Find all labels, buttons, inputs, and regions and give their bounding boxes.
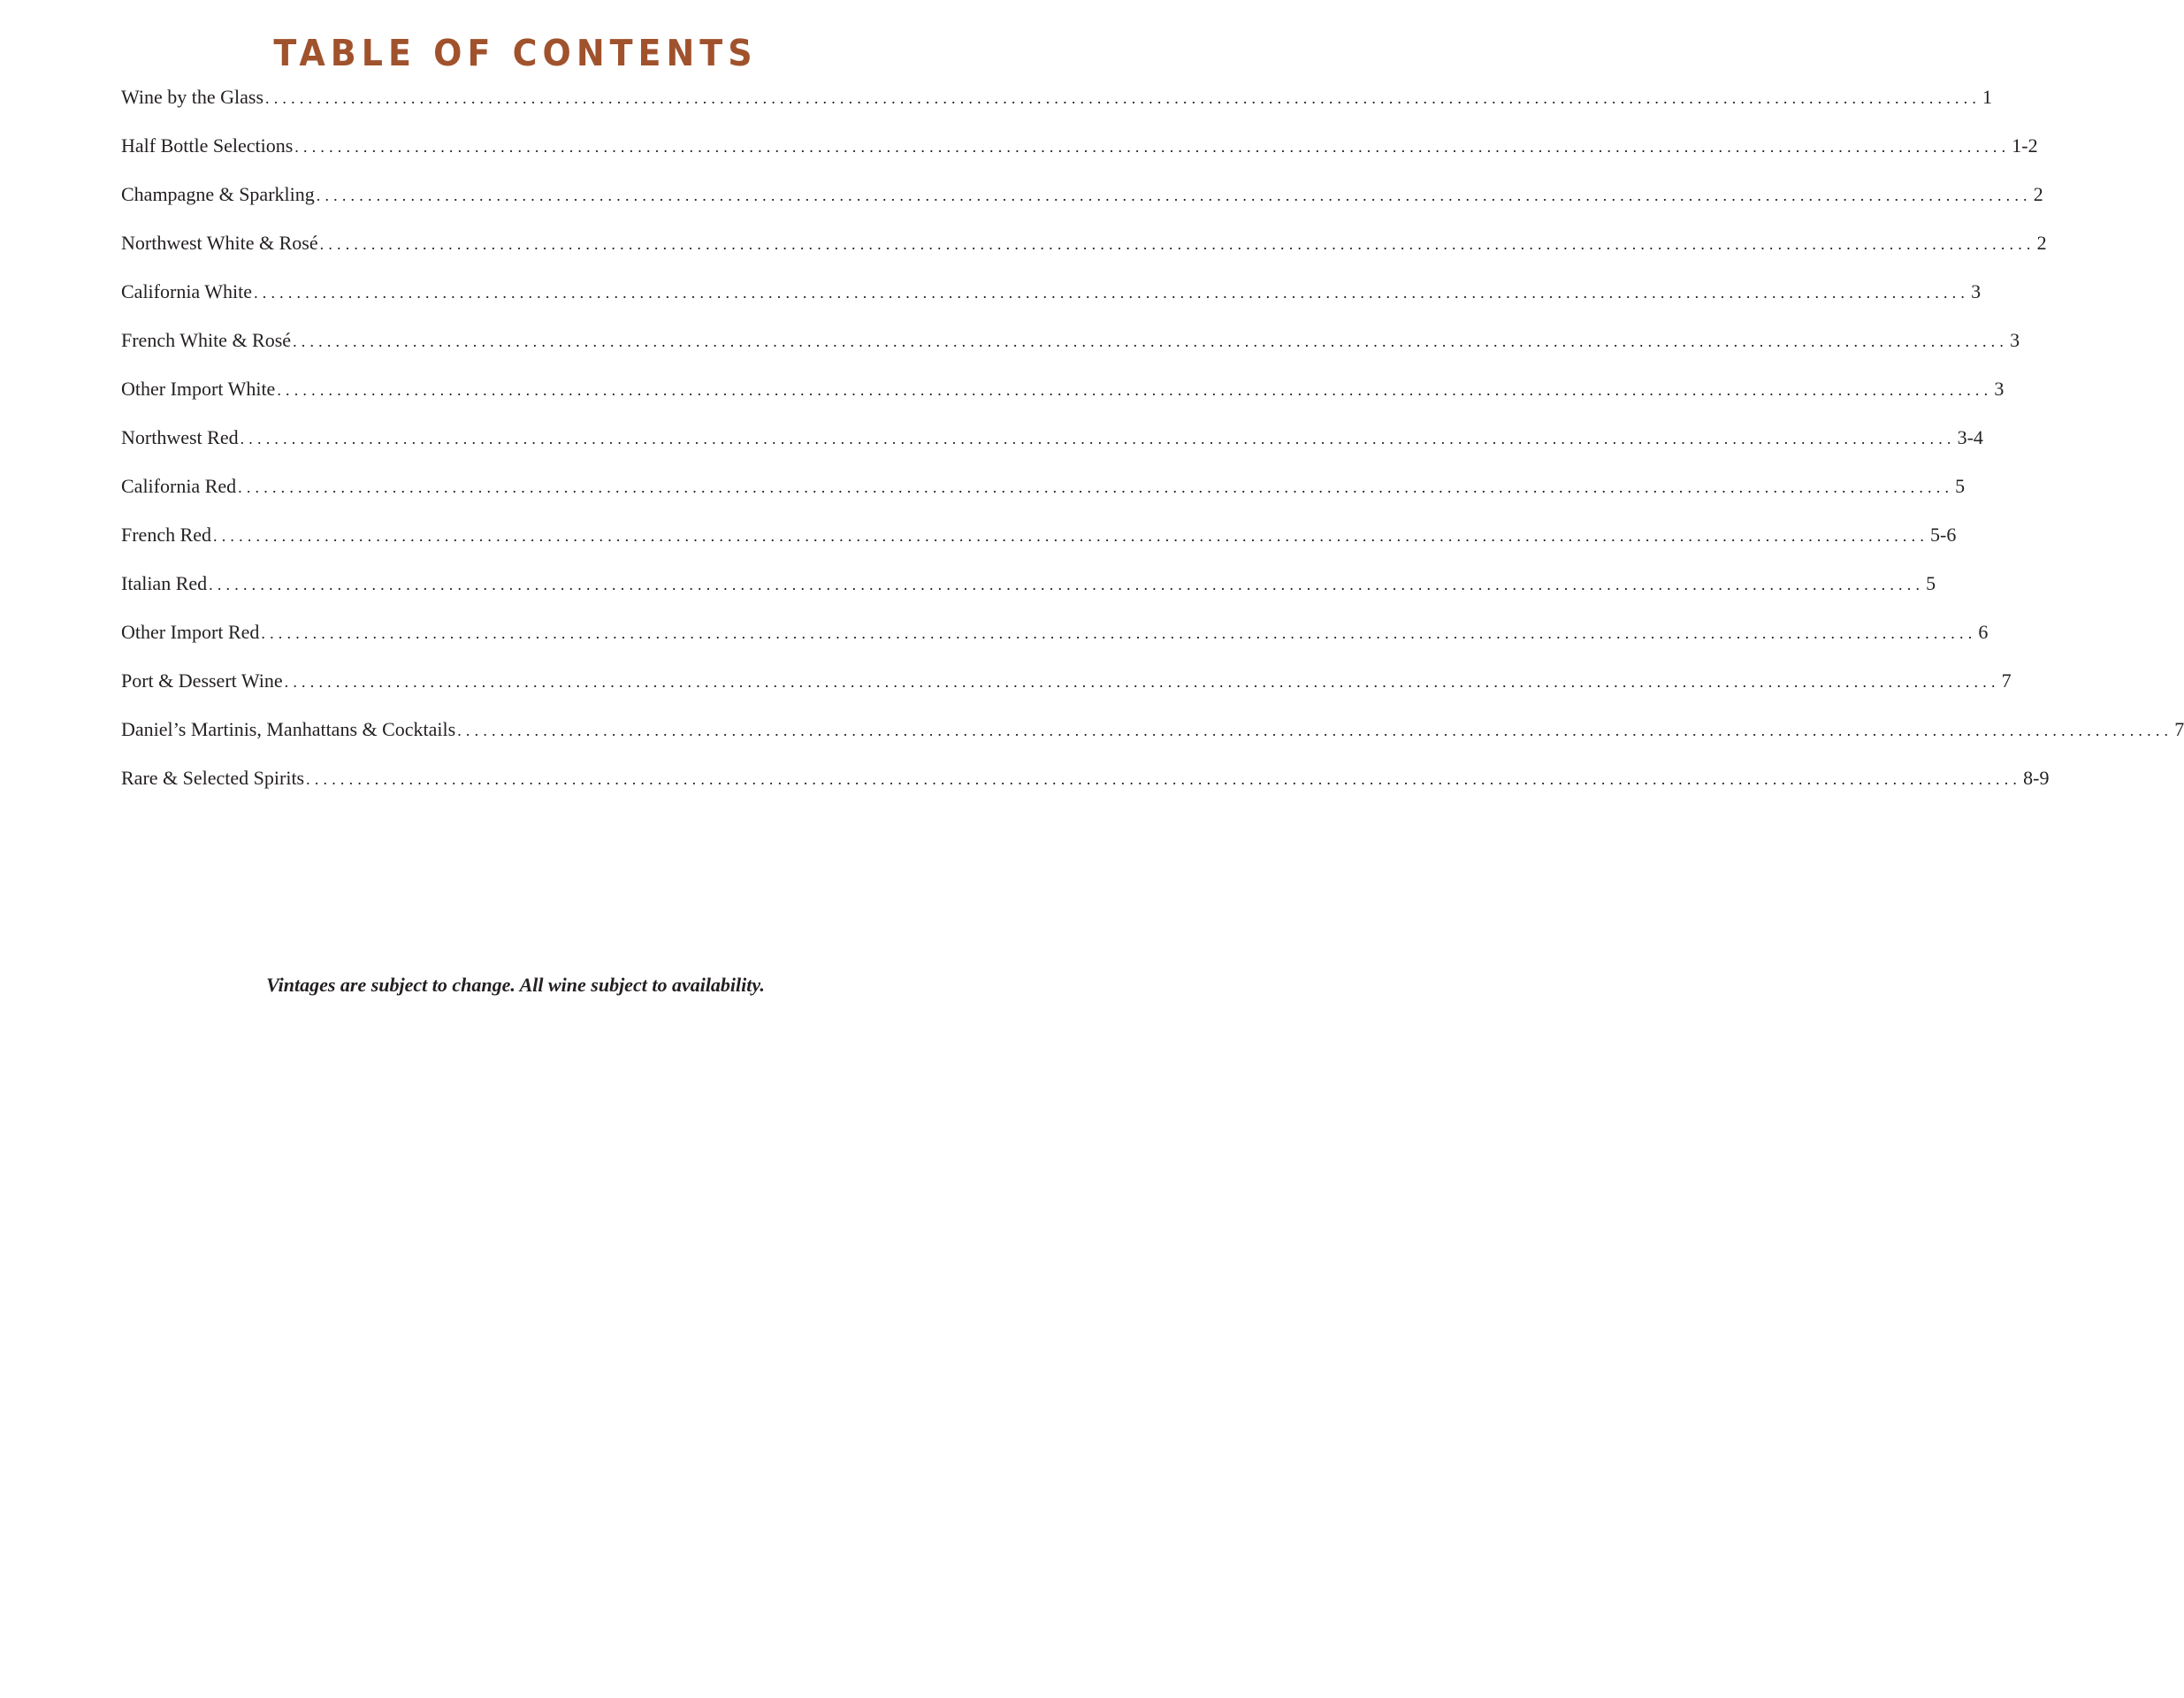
toc-entry-page-number: 5 — [1926, 572, 1936, 594]
toc-list — [121, 86, 2184, 815]
toc-entry-label: Port & Dessert Wine — [121, 669, 283, 692]
toc-entry[interactable] — [121, 621, 1989, 669]
dot-leader: ........................................................................................................................................................................................................ — [457, 722, 2173, 739]
toc-entry-label: Northwest White & Rosé — [121, 232, 318, 254]
toc-entry-page-number: 6 — [1978, 621, 1989, 643]
toc-entry-label: Wine by the Glass — [121, 86, 264, 108]
toc-entry-page-number: 3 — [2010, 329, 2020, 351]
toc-entry-label: Rare & Selected Spirits — [121, 767, 305, 789]
toc-entry[interactable] — [121, 572, 1936, 621]
dot-leader: ........................................................................................................................................................................................................ — [294, 138, 2011, 156]
toc-entry-label: Northwest Red — [121, 426, 239, 448]
toc-entry-page-number: 7 — [2174, 718, 2184, 740]
toc-entry[interactable] — [121, 475, 1966, 524]
toc-entry-page-number: 2 — [2033, 183, 2043, 205]
toc-entry-page-number: 3-4 — [1957, 426, 1983, 448]
availability-note: Vintages are subject to change. All wine subject to availability. — [266, 974, 765, 996]
toc-entry[interactable] — [121, 718, 2184, 767]
toc-entry-page-number: 5 — [1955, 475, 1966, 497]
page-title: TABLE OF CONTENTS — [273, 32, 758, 74]
toc-entry-page-number: 3 — [1971, 280, 1982, 302]
dot-leader: ........................................................................................................................................................................................................ — [213, 527, 1929, 545]
toc-entry-page-number: 2 — [2036, 232, 2047, 254]
dot-leader: ........................................................................................................................................................................................................ — [293, 333, 2009, 350]
toc-entry[interactable] — [121, 767, 2050, 815]
dot-leader: ........................................................................................................................................................................................................ — [319, 235, 2035, 253]
toc-entry[interactable] — [121, 134, 2038, 183]
toc-entry[interactable] — [121, 232, 2047, 280]
toc-entry[interactable] — [121, 183, 2043, 232]
toc-entry-page-number: 3 — [1994, 378, 2005, 400]
dot-leader: ........................................................................................................................................................................................................ — [306, 770, 2022, 788]
dot-leader: ........................................................................................................................................................................................................ — [240, 430, 1956, 447]
toc-entry[interactable] — [121, 378, 2005, 426]
dot-leader: ........................................................................................................................................................................................................ — [238, 478, 1954, 496]
toc-entry-page-number: 7 — [2001, 669, 2012, 692]
toc-entry-page-number: 1-2 — [2012, 134, 2038, 157]
toc-entry[interactable] — [121, 426, 1983, 475]
toc-entry-page-number: 8-9 — [2023, 767, 2050, 789]
toc-entry[interactable] — [121, 329, 2020, 378]
toc-entry-page-number: 5-6 — [1930, 524, 1957, 546]
dot-leader: ........................................................................................................................................................................................................ — [254, 284, 1970, 302]
toc-entry[interactable] — [121, 86, 1993, 134]
toc-entry-label: Other Import White — [121, 378, 276, 400]
dot-leader: ........................................................................................................................................................................................................ — [277, 381, 1993, 399]
dot-leader: ........................................................................................................................................................................................................ — [261, 624, 1977, 642]
dot-leader: ........................................................................................................................................................................................................ — [209, 576, 1925, 593]
toc-entry-label: Other Import Red — [121, 621, 260, 643]
toc-entry[interactable] — [121, 669, 2012, 718]
toc-entry-label: French Red — [121, 524, 212, 546]
dot-leader: ........................................................................................................................................................................................................ — [316, 187, 2032, 204]
toc-entry[interactable] — [121, 524, 1957, 572]
dot-leader: ........................................................................................................................................................................................................ — [265, 89, 1982, 107]
toc-entry-label: California Red — [121, 475, 237, 497]
toc-entry-label: Half Bottle Selections — [121, 134, 294, 157]
toc-entry[interactable] — [121, 280, 1982, 329]
toc-entry-page-number: 1 — [1982, 86, 1993, 108]
toc-entry-label: French White & Rosé — [121, 329, 292, 351]
toc-entry-label: Italian Red — [121, 572, 208, 594]
toc-entry-label: Daniel’s Martinis, Manhattans & Cocktails — [121, 718, 456, 740]
toc-entry-label: Champagne & Sparkling — [121, 183, 315, 205]
dot-leader: ........................................................................................................................................................................................................ — [284, 673, 2000, 691]
toc-entry-label: California White — [121, 280, 253, 302]
